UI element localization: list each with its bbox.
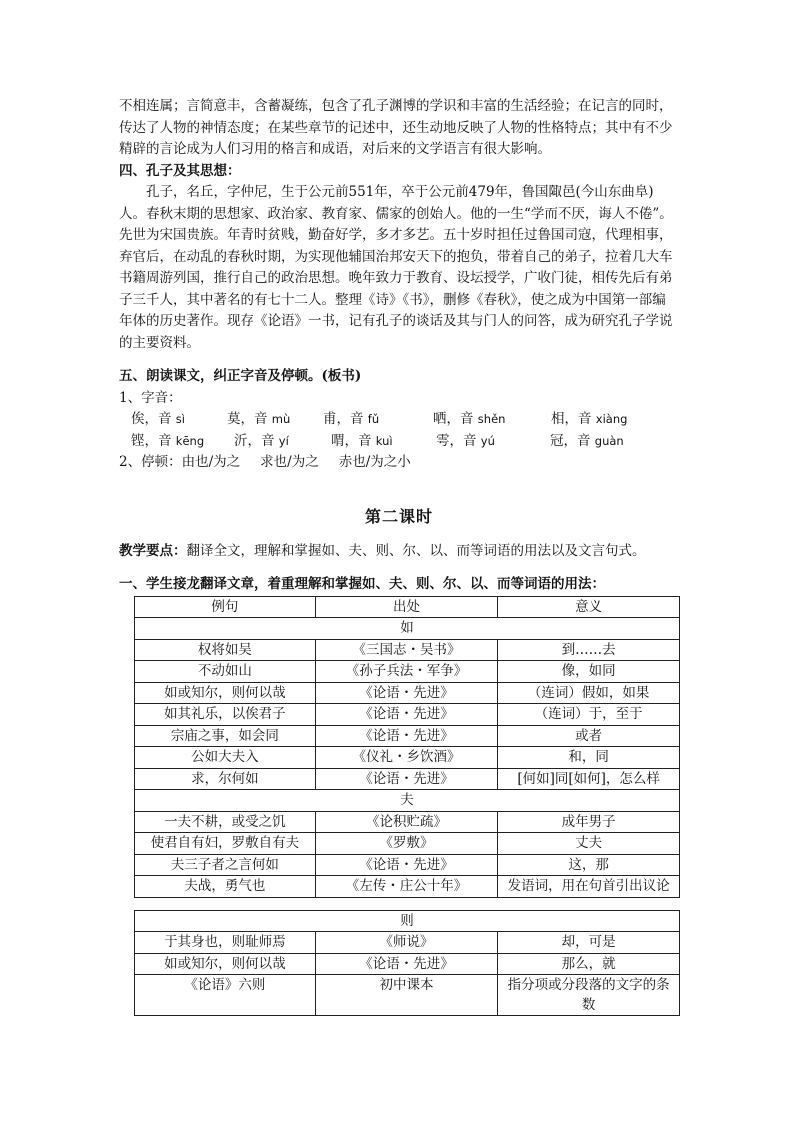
table-row <box>135 768 680 790</box>
table-cell: 却，可是 <box>498 932 680 954</box>
table-row <box>135 833 680 855</box>
table-row <box>135 953 680 975</box>
table-cell: 像，如同 <box>498 661 680 683</box>
table-row <box>135 639 680 661</box>
table-cell: 不动如山 <box>135 661 316 683</box>
table-cell: 《论语・先进》 <box>315 682 498 704</box>
word-group-row <box>135 790 680 812</box>
confucius-bio-paragraph: 孔子，名丘，字仲尼，生于公元前551年，卒于公元前479年，鲁国陬邑(今山东曲阜)人。春秋末期的思想家、政治家、教育家、儒家的创始人。他的一生“学而不厌，诲人不倦”。先世为宋国贵族。年青时贫贱，勤奋好学，多才多艺。五十岁时担任过鲁国司寇，代理相事，弃官后，在动乱的春秋时期，为实现他辅国治邦安天下的抱负，带着自己的弟子，拉着几大车书籍周游列国，推行自己的政治思想。晚年致力于教育、设坛授学，广收门徒，相传先后有弟子三千人，其中著名的有七十二人。整理《诗》《书》，删修《春秋》，使之成为中国第一部编年体的历史著作。现存《论语》一书，记有孔子的谈话及其与门人的问答，成为研究孔子学说的主要资料。 <box>119 184 673 351</box>
word-group-header: 夫 <box>135 790 680 812</box>
table-cell: 夫三子者之言何如 <box>135 854 316 876</box>
table-row <box>135 661 680 683</box>
teaching-focus-text: 翻译全文，理解和掌握如、夫、则、尔、以、而等词语的用法以及文言句式。 <box>186 542 646 559</box>
pronunciation-item: 哂，音 shěn <box>433 411 506 427</box>
table-cell: 如或知尔，则何以哉 <box>135 953 316 975</box>
table-cell: 和，同 <box>498 747 680 769</box>
table-cell: 那么，就 <box>498 953 680 975</box>
table-cell: 《论语・先进》 <box>315 854 498 876</box>
section-4-heading: 四、孔子及其思想： <box>119 162 241 179</box>
table-cell: 夫战，勇气也 <box>135 876 316 898</box>
task-heading: 一、学生接龙翻译文章，着重理解和掌握如、夫、则、尔、以、而等词语的用法： <box>119 576 605 592</box>
word-group-header: 如 <box>135 618 680 640</box>
word-group-row <box>135 910 680 932</box>
table-cell: 《论语》六则 <box>135 975 316 1016</box>
table-row <box>135 932 680 954</box>
table-row <box>135 975 680 1016</box>
column-header: 意义 <box>498 596 680 618</box>
table-row <box>135 725 680 747</box>
table-cell: 或者 <box>498 725 680 747</box>
document-page <box>119 96 679 1016</box>
table-cell: 《仪礼・乡饮酒》 <box>315 747 498 769</box>
pause-label: 2、停顿： <box>119 454 182 470</box>
table-cell: 到……去 <box>498 639 680 661</box>
table-cell: 求，尔何如 <box>135 768 316 790</box>
table-cell: 《论积贮疏》 <box>315 811 498 833</box>
vocabulary-table-2 <box>134 910 680 1017</box>
teaching-focus-label: 教学要点： <box>119 542 187 559</box>
table-cell: 《论语・先进》 <box>315 725 498 747</box>
section-5-heading: 五、朗读课文，纠正字音及停顿。(板书) <box>119 368 362 384</box>
column-header: 例句 <box>135 596 316 618</box>
pronunciation-item: 雩，音 yú <box>436 432 495 449</box>
word-group-header: 则 <box>135 910 680 932</box>
vocabulary-table-1 <box>134 596 680 898</box>
table-cell: 宗庙之事，如会同 <box>135 725 316 747</box>
pronunciation-row-2 <box>119 431 679 453</box>
pronunciation-item: 铿，音 kēng <box>131 432 205 449</box>
table-cell: 《师说》 <box>315 932 498 954</box>
lesson-2-title: 第二课时 <box>364 506 433 526</box>
teaching-focus <box>119 541 679 563</box>
table-cell: 权将如吴 <box>135 639 316 661</box>
intro-paragraph: 不相连属；言简意丰，含蓄凝练，包含了孔子渊博的学识和丰富的生活经验；在记言的同时，传达了人物的神情态度；在某些章节的记述中，还生动地反映了人物的性格特点；其中有不少精辟的言论成为人们习用的格言和成语，对后来的文学语言有很大影响。 <box>119 98 673 157</box>
pronunciation-item: 喟，音 kuì <box>331 432 393 449</box>
table-cell: （连词）假如，如果 <box>498 682 680 704</box>
table-row <box>135 704 680 726</box>
table-header-row <box>135 596 680 618</box>
table-cell: 《孙子兵法・军争》 <box>315 661 498 683</box>
table-cell: 这，那 <box>498 854 680 876</box>
column-header: 出处 <box>315 596 498 618</box>
pronunciation-item: 甫，音 fǔ <box>323 411 380 427</box>
table-cell: 使君自有妇，罗敷自有夫 <box>135 833 316 855</box>
table-row <box>135 682 680 704</box>
table-row <box>135 876 680 898</box>
table-cell: 一夫不耕，或受之饥 <box>135 811 316 833</box>
table-cell: 丈夫 <box>498 833 680 855</box>
pause-item: 求也/为之 <box>260 454 319 470</box>
table-cell: 成年男子 <box>498 811 680 833</box>
table-cell: 《罗敷》 <box>315 833 498 855</box>
pronunciation-item: 相，音 xiàng <box>551 411 628 427</box>
pronunciation-item: 冠，音 guàn <box>550 432 624 449</box>
pronunciation-item: 沂，音 yí <box>234 432 289 449</box>
pause-line <box>119 452 679 474</box>
table-row <box>135 747 680 769</box>
table-cell: 于其身也，则耻师焉 <box>135 932 316 954</box>
table-cell: 公如大夫入 <box>135 747 316 769</box>
word-group-row <box>135 618 680 640</box>
pronunciation-item: 莫，音 mù <box>227 411 291 427</box>
table-cell: 如其礼乐，以俟君子 <box>135 704 316 726</box>
table-row <box>135 811 680 833</box>
table-cell: [何如]同[如何]，怎么样 <box>498 768 680 790</box>
table-cell: 《论语・先进》 <box>315 768 498 790</box>
table-cell: 指分项或分段落的文字的条数 <box>498 975 680 1016</box>
pause-item: 赤也/为之小 <box>338 454 411 470</box>
table-cell: （连词）于，至于 <box>498 704 680 726</box>
table-cell: 发语词，用在句首引出议论 <box>498 876 680 898</box>
table-cell: 《论语・先进》 <box>315 953 498 975</box>
table-cell: 《左传・庄公十年》 <box>315 876 498 898</box>
table-cell: 初中课本 <box>315 975 498 1016</box>
pronunciation-label: 1、字音： <box>119 389 182 406</box>
table-cell: 《三国志・吴书》 <box>315 639 498 661</box>
table-row <box>135 854 680 876</box>
pronunciation-row-1 <box>119 409 679 431</box>
pause-item: 由也/为之 <box>181 454 241 470</box>
table-cell: 《论语・先进》 <box>315 704 498 726</box>
pronunciation-item: 俟，音 sì <box>131 411 185 427</box>
table-cell: 如或知尔，则何以哉 <box>135 682 316 704</box>
